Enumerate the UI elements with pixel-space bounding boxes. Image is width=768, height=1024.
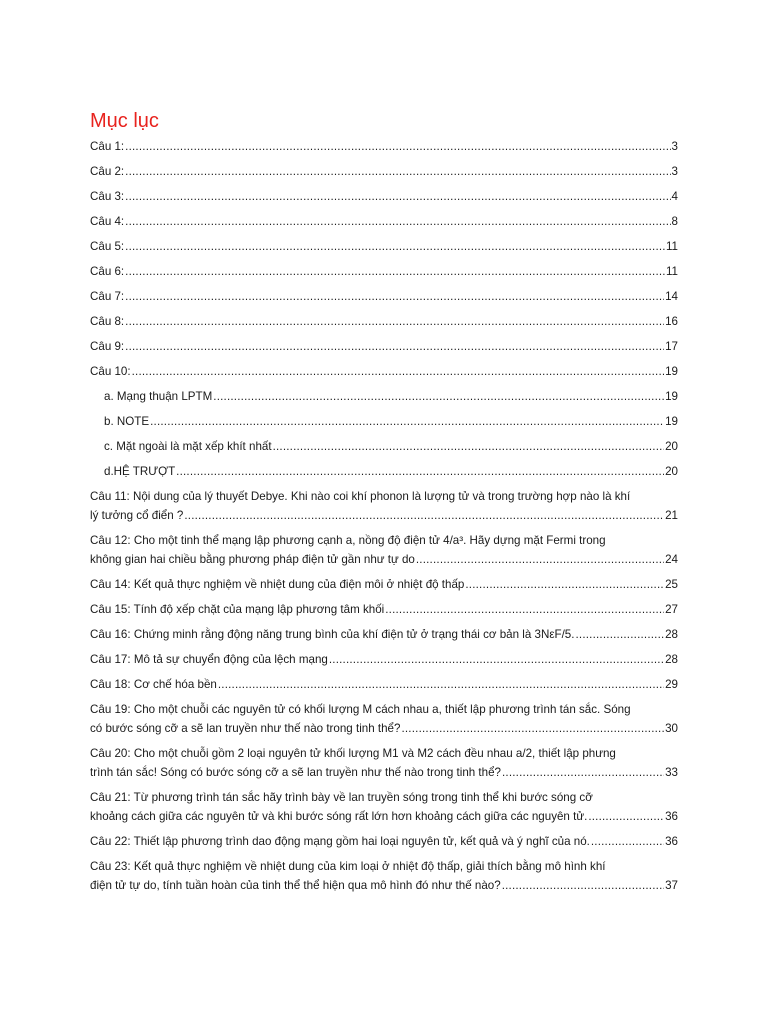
toc-entry-cau-9[interactable]	[90, 337, 678, 356]
toc-entry-label: Câu 8:	[90, 315, 125, 328]
toc-page-number: 19	[665, 415, 678, 428]
toc-entry-cau-16[interactable]	[90, 625, 678, 644]
toc-entry-label: Câu 15: Tính độ xếp chặt của mạng lập phương tâm khối	[90, 603, 385, 616]
toc-entry-cau-10[interactable]	[90, 362, 678, 381]
toc-page-number: 37	[665, 879, 678, 892]
leader-dots	[401, 719, 664, 738]
toc-entry-cau-15[interactable]	[90, 600, 678, 619]
leader-dots	[218, 675, 664, 694]
toc-entry-label-line1: Câu 11: Nội dung của lý thuyết Debye. Khi nào coi khí phonon là lượng tử và trong trường hợp nào là khí	[90, 490, 631, 503]
toc-page-number: 33	[665, 766, 678, 779]
leader-dots	[125, 312, 664, 331]
leader-dots	[184, 506, 664, 525]
toc-entry-label: Câu 9:	[90, 340, 125, 353]
leader-dots	[502, 876, 664, 895]
toc-entry-cau-17[interactable]	[90, 650, 678, 669]
leader-dots	[213, 387, 664, 406]
toc-entry-cau-20[interactable]	[90, 744, 678, 782]
toc-entry-label-line2: lý tưởng cổ điển ?	[90, 509, 184, 522]
toc-entry-label: Câu 14: Kết quả thực nghiệm về nhiệt dung của điện môi ở nhiệt độ thấp	[90, 578, 465, 591]
toc-entry-label-line1: Câu 23: Kết quả thực nghiệm về nhiệt dung của kim loại ở nhiệt độ thấp, giải thích bằng mô hình khí	[90, 860, 606, 873]
toc-entry-cau-18[interactable]	[90, 675, 678, 694]
toc-entry-label-line1: Câu 19: Cho một chuỗi các nguyên tử có khối lượng M cách nhau a, thiết lập phương trình tán sắc. Sóng	[90, 703, 631, 716]
toc-entry-cau-4[interactable]	[90, 212, 678, 231]
leader-dots	[176, 462, 664, 481]
leader-dots	[385, 600, 664, 619]
toc-entry-label-line2: khoảng cách giữa các nguyên tử và khi bước sóng rất lớn hơn khoảng cách giữa các nguyên tử.	[90, 810, 588, 823]
leader-dots	[125, 337, 664, 356]
toc-entry-label: Câu 16: Chứng minh rằng động năng trung bình của khí điện tử ở trạng thái cơ bản là 3NεF/5.	[90, 628, 575, 641]
leader-dots	[575, 625, 664, 644]
toc-entry-label: Câu 4:	[90, 215, 125, 228]
leader-dots	[329, 650, 664, 669]
toc-entry-cau-12[interactable]	[90, 531, 678, 569]
leader-dots	[125, 262, 665, 281]
toc-page-number: 8	[671, 215, 678, 228]
toc-entry-cau-3[interactable]	[90, 187, 678, 206]
toc-entry-cau-8[interactable]	[90, 312, 678, 331]
toc-subentry-c[interactable]	[90, 437, 678, 456]
toc-page-number: 20	[665, 440, 678, 453]
leader-dots	[132, 362, 664, 381]
toc-entry-label: Câu 2:	[90, 165, 125, 178]
leader-dots	[273, 437, 665, 456]
leader-dots	[125, 212, 670, 231]
leader-dots	[591, 832, 664, 851]
toc-page-number: 17	[665, 340, 678, 353]
toc-entry-label-line2: không gian hai chiều bằng phương pháp điện tử gần như tự do	[90, 553, 415, 566]
toc-entry-label-line2: có bước sóng cỡ a sẽ lan truyền như thế nào trong tinh thể?	[90, 722, 401, 735]
leader-dots	[465, 575, 664, 594]
toc-entry-label: c. Mặt ngoài là mặt xếp khít nhất	[104, 440, 272, 453]
toc-page-number: 28	[665, 628, 678, 641]
leader-dots	[125, 162, 670, 181]
table-of-contents	[90, 137, 678, 901]
toc-page-number: 4	[671, 190, 678, 203]
leader-dots	[125, 287, 664, 306]
toc-entry-label: Câu 3:	[90, 190, 125, 203]
toc-page-number: 3	[671, 140, 678, 153]
toc-page-number: 21	[665, 509, 678, 522]
toc-entry-cau-19[interactable]	[90, 700, 678, 738]
toc-page-number: 16	[665, 315, 678, 328]
toc-page-number: 29	[665, 678, 678, 691]
toc-entry-label-line1: Câu 20: Cho một chuỗi gồm 2 loại nguyên tử khối lượng M1 và M2 cách đều nhau a/2, thiết lập phưng	[90, 747, 616, 760]
toc-page-number: 11	[665, 240, 678, 253]
toc-page-number: 11	[665, 265, 678, 278]
toc-entry-cau-5[interactable]	[90, 237, 678, 256]
toc-entry-cau-7[interactable]	[90, 287, 678, 306]
leader-dots	[502, 763, 664, 782]
toc-entry-label-line1: Câu 21: Từ phương trình tán sắc hãy trình bày về lan truyền sóng trong tinh thể khi bước sóng cỡ	[90, 791, 593, 804]
leader-dots	[150, 412, 664, 431]
toc-entry-label-line2: điện tử tự do, tính tuần hoàn của tinh thể thể hiện qua mô hình đó như thế nào?	[90, 879, 501, 892]
toc-entry-cau-1[interactable]	[90, 137, 678, 156]
toc-entry-label-line2: trình tán sắc! Sóng có bước sóng cỡ a sẽ lan truyền như thế nào trong tinh thể?	[90, 766, 501, 779]
toc-title: Mục lục	[90, 110, 159, 132]
toc-subentry-b[interactable]	[90, 412, 678, 431]
toc-page-number: 19	[665, 390, 678, 403]
toc-page-number: 25	[665, 578, 678, 591]
toc-entry-cau-2[interactable]	[90, 162, 678, 181]
leader-dots	[588, 807, 664, 826]
leader-dots	[125, 137, 670, 156]
toc-entry-cau-14[interactable]	[90, 575, 678, 594]
leader-dots	[416, 550, 664, 569]
leader-dots	[125, 237, 665, 256]
toc-entry-cau-21[interactable]	[90, 788, 678, 826]
toc-entry-label: Câu 1:	[90, 140, 125, 153]
toc-entry-label: Câu 18: Cơ chế hóa bền	[90, 678, 217, 691]
toc-subentry-a[interactable]	[90, 387, 678, 406]
toc-page-number: 24	[665, 553, 678, 566]
toc-page-number: 27	[665, 603, 678, 616]
toc-entry-cau-22[interactable]	[90, 832, 678, 851]
toc-page-number: 36	[665, 835, 678, 848]
toc-entry-label: Câu 17: Mô tả sự chuyển động của lệch mạng	[90, 653, 328, 666]
toc-entry-label: b. NOTE	[104, 415, 150, 428]
toc-entry-label: Câu 7:	[90, 290, 125, 303]
toc-entry-label: Câu 22: Thiết lập phương trình dao động mạng gồm hai loại nguyên tử, kết quả và ý nghĩ của nó.	[90, 835, 590, 848]
toc-entry-label: Câu 6:	[90, 265, 125, 278]
toc-entry-label: Câu 10:	[90, 365, 131, 378]
toc-entry-cau-11[interactable]	[90, 487, 678, 525]
toc-page-number: 28	[665, 653, 678, 666]
toc-entry-label: d.HỆ TRƯỢT	[104, 465, 176, 478]
toc-entry-label-line1: Câu 12: Cho một tinh thể mạng lập phương cạnh a, nồng độ điện tử 4/a³. Hãy dựng mặt Fermi trong	[90, 534, 606, 547]
toc-page-number: 20	[665, 465, 678, 478]
toc-entry-cau-23[interactable]	[90, 857, 678, 895]
toc-subentry-d[interactable]	[90, 462, 678, 481]
toc-page-number: 14	[665, 290, 678, 303]
toc-page-number: 19	[665, 365, 678, 378]
toc-entry-label: Câu 5:	[90, 240, 125, 253]
toc-entry-cau-6[interactable]	[90, 262, 678, 281]
toc-entry-label: a. Mạng thuận LPTM	[104, 390, 213, 403]
leader-dots	[125, 187, 670, 206]
toc-page-number: 30	[665, 722, 678, 735]
toc-page-number: 3	[671, 165, 678, 178]
toc-page-number: 36	[665, 810, 678, 823]
